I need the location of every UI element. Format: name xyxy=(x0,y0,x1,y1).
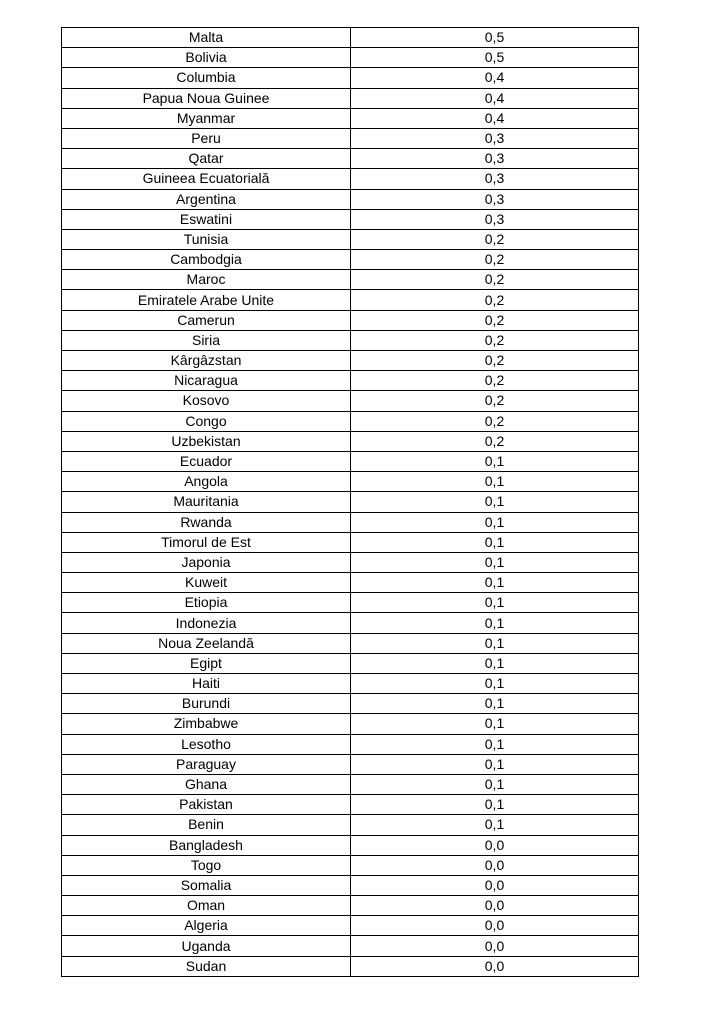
country-cell: Kârgâzstan xyxy=(62,351,351,371)
table-row xyxy=(62,734,639,754)
table-row xyxy=(62,875,639,895)
country-cell: Uzbekistan xyxy=(62,431,351,451)
table-row xyxy=(62,815,639,835)
country-value-table xyxy=(61,27,639,977)
table-row xyxy=(62,270,639,290)
table-row xyxy=(62,552,639,572)
country-cell: Peru xyxy=(62,128,351,148)
country-cell: Burundi xyxy=(62,694,351,714)
table-row xyxy=(62,956,639,976)
value-cell: 0,1 xyxy=(351,492,639,512)
value-cell: 0,1 xyxy=(351,694,639,714)
table-row xyxy=(62,795,639,815)
table-row xyxy=(62,169,639,189)
country-cell: Camerun xyxy=(62,310,351,330)
value-cell: 0,1 xyxy=(351,512,639,532)
value-cell: 0,1 xyxy=(351,552,639,572)
value-cell: 0,2 xyxy=(351,250,639,270)
table-row xyxy=(62,68,639,88)
country-cell: Etiopia xyxy=(62,593,351,613)
country-cell: Ghana xyxy=(62,774,351,794)
country-cell: Argentina xyxy=(62,189,351,209)
table-row xyxy=(62,916,639,936)
country-cell: Columbia xyxy=(62,68,351,88)
table-row xyxy=(62,896,639,916)
country-cell: Togo xyxy=(62,855,351,875)
country-cell: Siria xyxy=(62,330,351,350)
value-cell: 0,2 xyxy=(351,290,639,310)
value-cell: 0,3 xyxy=(351,128,639,148)
table-row xyxy=(62,593,639,613)
value-cell: 0,1 xyxy=(351,734,639,754)
table-row xyxy=(62,431,639,451)
country-cell: Kosovo xyxy=(62,391,351,411)
table-row xyxy=(62,209,639,229)
value-cell: 0,2 xyxy=(351,391,639,411)
value-cell: 0,2 xyxy=(351,431,639,451)
table-row xyxy=(62,189,639,209)
table-row xyxy=(62,633,639,653)
country-cell: Indonezia xyxy=(62,613,351,633)
country-cell: Lesotho xyxy=(62,734,351,754)
table-row xyxy=(62,310,639,330)
country-cell: Angola xyxy=(62,472,351,492)
country-cell: Algeria xyxy=(62,916,351,936)
table-row xyxy=(62,492,639,512)
country-cell: Papua Noua Guinee xyxy=(62,88,351,108)
country-cell: Kuweit xyxy=(62,573,351,593)
country-cell: Egipt xyxy=(62,653,351,673)
value-cell: 0,1 xyxy=(351,573,639,593)
value-cell: 0,3 xyxy=(351,149,639,169)
table-row xyxy=(62,48,639,68)
value-cell: 0,2 xyxy=(351,330,639,350)
value-cell: 0,3 xyxy=(351,169,639,189)
value-cell: 0,1 xyxy=(351,714,639,734)
table-row xyxy=(62,613,639,633)
country-cell: Pakistan xyxy=(62,795,351,815)
country-cell: Rwanda xyxy=(62,512,351,532)
table-row xyxy=(62,229,639,249)
value-cell: 0,5 xyxy=(351,28,639,48)
table-row xyxy=(62,835,639,855)
table-row xyxy=(62,855,639,875)
country-cell: Paraguay xyxy=(62,754,351,774)
table-body xyxy=(62,28,639,977)
value-cell: 0,0 xyxy=(351,936,639,956)
country-cell: Malta xyxy=(62,28,351,48)
table-row xyxy=(62,512,639,532)
value-cell: 0,4 xyxy=(351,68,639,88)
country-cell: Guineea Ecuatorială xyxy=(62,169,351,189)
value-cell: 0,5 xyxy=(351,48,639,68)
table-row xyxy=(62,149,639,169)
country-cell: Uganda xyxy=(62,936,351,956)
country-cell: Eswatini xyxy=(62,209,351,229)
country-cell: Ecuador xyxy=(62,451,351,471)
value-cell: 0,1 xyxy=(351,451,639,471)
country-cell: Bangladesh xyxy=(62,835,351,855)
value-cell: 0,4 xyxy=(351,88,639,108)
country-cell: Oman xyxy=(62,896,351,916)
value-cell: 0,1 xyxy=(351,754,639,774)
country-cell: Qatar xyxy=(62,149,351,169)
country-cell: Emiratele Arabe Unite xyxy=(62,290,351,310)
value-cell: 0,1 xyxy=(351,815,639,835)
value-cell: 0,1 xyxy=(351,532,639,552)
value-cell: 0,0 xyxy=(351,916,639,936)
table-row xyxy=(62,290,639,310)
table-row xyxy=(62,936,639,956)
table-row xyxy=(62,754,639,774)
value-cell: 0,2 xyxy=(351,351,639,371)
value-cell: 0,1 xyxy=(351,472,639,492)
value-cell: 0,1 xyxy=(351,795,639,815)
value-cell: 0,3 xyxy=(351,209,639,229)
value-cell: 0,1 xyxy=(351,593,639,613)
value-cell: 0,0 xyxy=(351,896,639,916)
country-cell: Tunisia xyxy=(62,229,351,249)
table-row xyxy=(62,411,639,431)
table-row xyxy=(62,391,639,411)
value-cell: 0,2 xyxy=(351,310,639,330)
table-row xyxy=(62,88,639,108)
table-row xyxy=(62,653,639,673)
value-cell: 0,1 xyxy=(351,633,639,653)
country-cell: Nicaragua xyxy=(62,371,351,391)
country-cell: Maroc xyxy=(62,270,351,290)
table-row xyxy=(62,28,639,48)
table-row xyxy=(62,674,639,694)
table-row xyxy=(62,451,639,471)
value-cell: 0,0 xyxy=(351,835,639,855)
value-cell: 0,2 xyxy=(351,371,639,391)
table-row xyxy=(62,371,639,391)
country-cell: Timorul de Est xyxy=(62,532,351,552)
table-row xyxy=(62,532,639,552)
table-row xyxy=(62,330,639,350)
table-row xyxy=(62,694,639,714)
value-cell: 0,4 xyxy=(351,108,639,128)
value-cell: 0,3 xyxy=(351,189,639,209)
country-cell: Cambodgia xyxy=(62,250,351,270)
country-cell: Myanmar xyxy=(62,108,351,128)
country-cell: Haiti xyxy=(62,674,351,694)
value-cell: 0,1 xyxy=(351,613,639,633)
value-cell: 0,1 xyxy=(351,674,639,694)
country-cell: Noua Zeelandă xyxy=(62,633,351,653)
table-row xyxy=(62,472,639,492)
country-cell: Japonia xyxy=(62,552,351,572)
table-row xyxy=(62,108,639,128)
table-row xyxy=(62,351,639,371)
country-cell: Bolivia xyxy=(62,48,351,68)
table-row xyxy=(62,250,639,270)
country-cell: Mauritania xyxy=(62,492,351,512)
country-cell: Sudan xyxy=(62,956,351,976)
table-row xyxy=(62,714,639,734)
table-row xyxy=(62,128,639,148)
table-row xyxy=(62,774,639,794)
country-cell: Somalia xyxy=(62,875,351,895)
country-cell: Benin xyxy=(62,815,351,835)
value-cell: 0,1 xyxy=(351,774,639,794)
value-cell: 0,0 xyxy=(351,875,639,895)
value-cell: 0,0 xyxy=(351,855,639,875)
value-cell: 0,2 xyxy=(351,229,639,249)
value-cell: 0,2 xyxy=(351,270,639,290)
value-cell: 0,1 xyxy=(351,653,639,673)
country-cell: Congo xyxy=(62,411,351,431)
value-cell: 0,0 xyxy=(351,956,639,976)
value-cell: 0,2 xyxy=(351,411,639,431)
country-cell: Zimbabwe xyxy=(62,714,351,734)
table-row xyxy=(62,573,639,593)
